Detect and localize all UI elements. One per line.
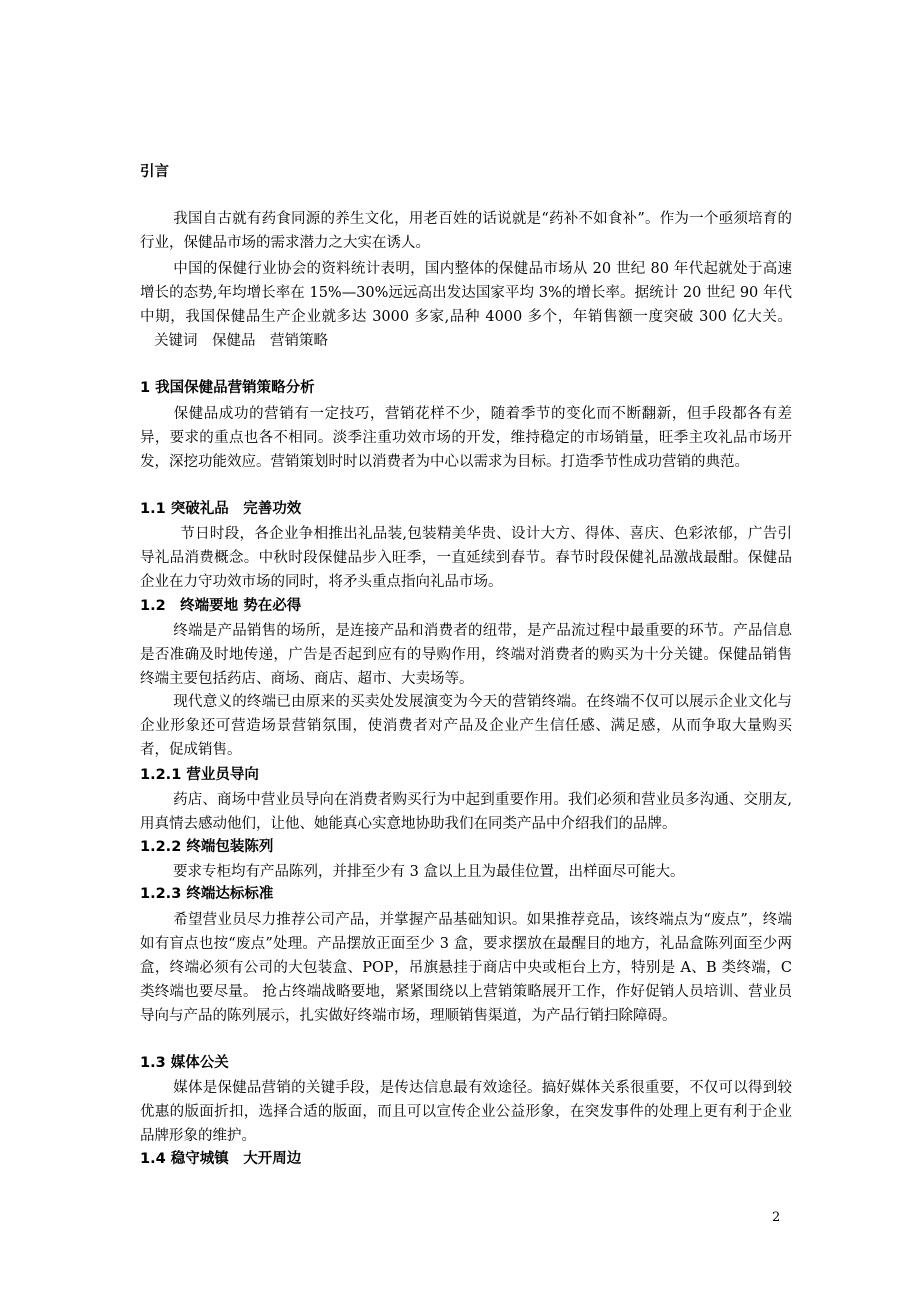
section-1-1-paragraph: 节日时段，各企业争相推出礼品装,包装精美华贵、设计大方、得体、喜庆、色彩浓郁，广告引导礼品消费概念。中秋时段保健品步入旺季，一直延续到春节。春节时段保健礼品激战最酣。保健品企业在力守功效市场的同时，将矛头重点指向礼品市场。 <box>140 526 792 590</box>
section-1-2-heading: 1.2 终端要地 势在必得 <box>140 598 302 614</box>
section-1-2-2-paragraph: 要求专柜均有产品陈列，并排至少有 3 盒以上且为最佳位置，出样面尽可能大。 <box>173 864 685 880</box>
keywords: 关键词 保健品 营销策略 <box>154 333 328 349</box>
section-1-2-3-heading: 1.2.3 终端达标标准 <box>140 886 274 902</box>
section-1-2-2-heading: 1.2.2 终端包装陈列 <box>140 839 274 855</box>
intro-paragraph-1: 我国自古就有药食同源的养生文化，用老百姓的话说就是“药补不如食补”。作为一个亟须培育的行业，保健品市场的需求潜力之大实在诱人。 <box>140 211 792 251</box>
page-number: 2 <box>772 1210 781 1225</box>
section-1-heading: 1 我国保健品营销策略分析 <box>140 380 315 396</box>
intro-heading: 引言 <box>140 164 169 180</box>
section-1-2-paragraph-2: 现代意义的终端已由原来的买卖处发展演变为今天的营销终端。在终端不仅可以展示企业文化与企业形象还可营造场景营销氛围，使消费者对产品及企业产生信任感、满足感，从而争取大量购买者，促成销售。 <box>140 694 792 758</box>
section-1-2-1-paragraph: 药店、商场中营业员导向在消费者购买行为中起到重要作用。我们必须和营业员多沟通、交朋友,用真情去感动他们，让他、她能真心实意地协助我们在同类产品中介绍我们的品牌。 <box>140 792 792 832</box>
section-1-2-3-paragraph: 希望营业员尽力推荐公司产品，并掌握产品基础知识。如果推荐竞品，该终端点为“废点”，终端如有盲点也按“废点”处理。产品摆放正面至少 3 盒，要求摆放在最醒目的地方，礼品盒陈列面至少两盒，终端必须有公司的大包装盒、POP，吊旗悬挂于商店中央或柜台上方，特别是 A、B 类终端，C 类终端也要尽量。 抢占终端战略要地，紧紧围绕以上营销策略展开工作，作好促销人员培训、营业员导向与产品的陈列展示，扎实做好终端市场，理顺销售渠道，为产品行销扫除障碍。 <box>140 912 792 1024</box>
section-1-3-heading: 1.3 媒体公关 <box>140 1055 229 1071</box>
section-1-1-heading: 1.1 突破礼品 完善功效 <box>140 501 302 517</box>
section-1-paragraph: 保健品成功的营销有一定技巧，营销花样不少，随着季节的变化而不断翻新，但手段都各有差异，要求的重点也各不相同。淡季注重功效市场的开发，维持稳定的市场销量，旺季主攻礼品市场开发，深挖功能效应。营销策划时时以消费者为中心以需求为目标。打造季节性成功营销的典范。 <box>140 406 792 470</box>
intro-paragraph-2: 中国的保健行业协会的资料统计表明，国内整体的保健品市场从 20 世纪 80 年代起就处于高速增长的态势,年均增长率在 15%—30%远远高出发达国家平均 3%的增长率。据统计 20 世纪 90 年代中期，我国保健品生产企业就多达 3000 多家,品种 4000 多个，年销售额一度突破 300 亿大关。关键词 保健品 营销策略 <box>140 261 792 349</box>
section-1-2-paragraph-1: 终端是产品销售的场所，是连接产品和消费者的纽带，是产品流过程中最重要的环节。产品信息是否准确及时地传递，广告是否起到应有的导购作用，终端对消费者的购买为十分关键。保健品销售终端主要包括药店、商场、商店、超市、大卖场等。 <box>140 623 792 687</box>
section-1-4-heading: 1.4 稳守城镇 大开周边 <box>140 1151 302 1167</box>
section-1-2-1-heading: 1.2.1 营业员导向 <box>140 767 259 783</box>
section-1-3-paragraph: 媒体是保健品营销的关键手段，是传达信息最有效途径。搞好媒体关系很重要，不仅可以得到较优惠的版面折扣，选择合适的版面，而且可以宣传企业公益形象，在突发事件的处理上更有利于企业品牌形象的维护。 <box>140 1080 792 1144</box>
